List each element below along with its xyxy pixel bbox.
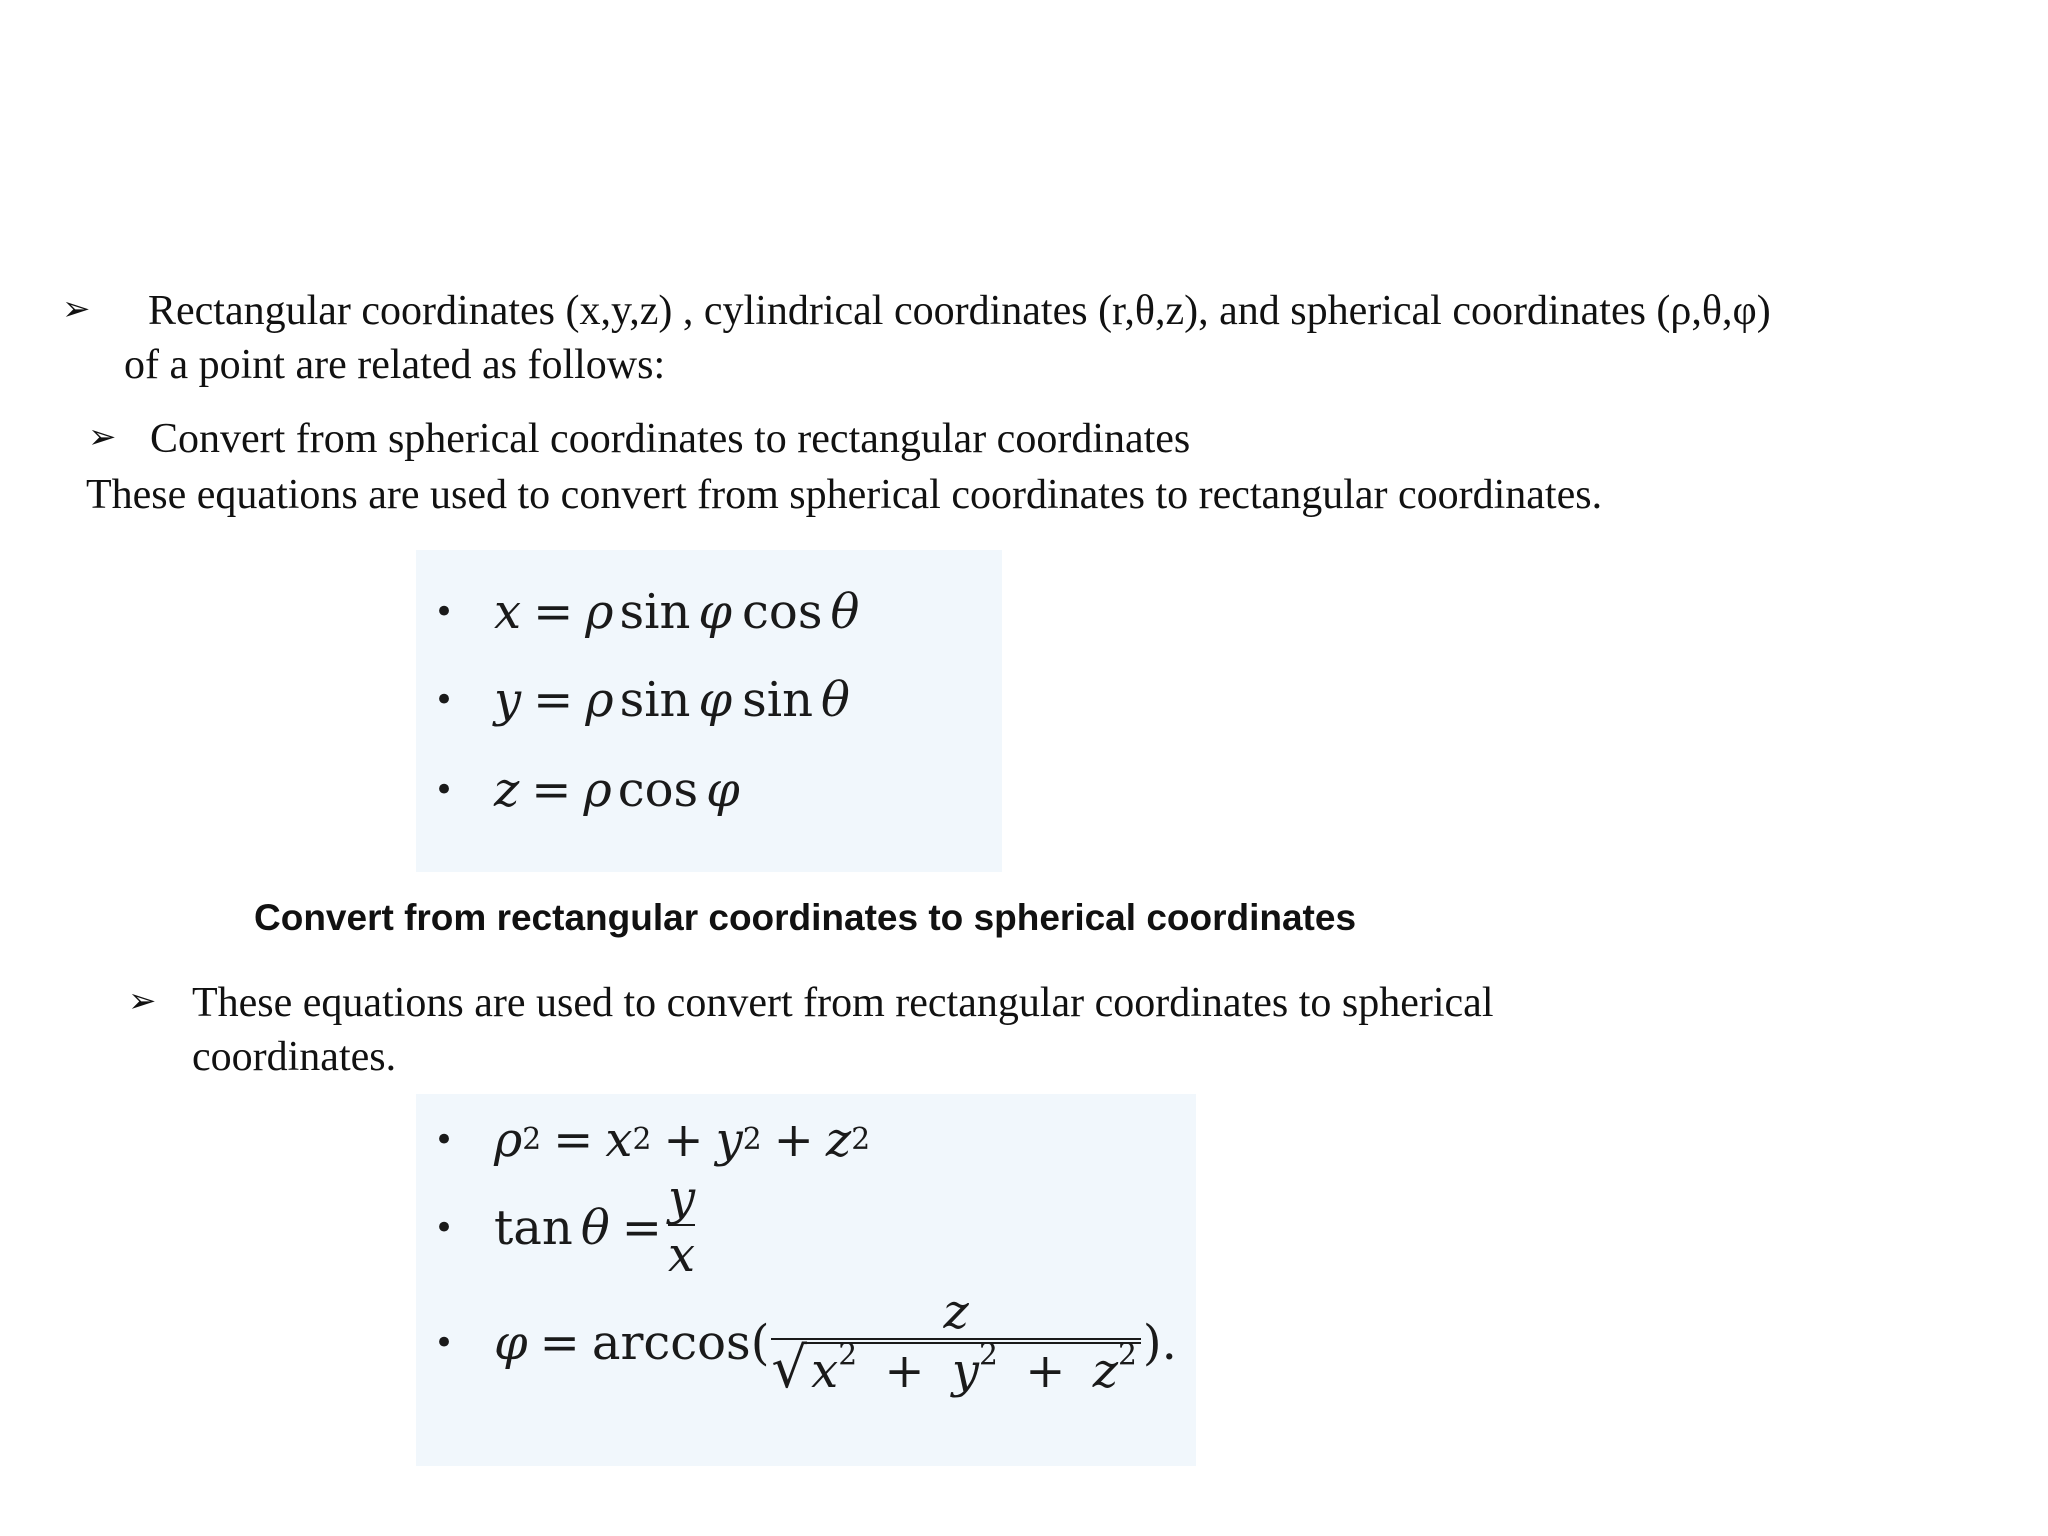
equals-sign: = xyxy=(533,672,574,728)
equation-y xyxy=(434,672,850,728)
bullet-icon: • xyxy=(434,1208,455,1248)
section2-bullet-line-2: coordinates. xyxy=(192,1034,397,1080)
square-root xyxy=(771,1336,1141,1401)
equals-sign: = xyxy=(531,762,572,818)
var-y: y xyxy=(951,1343,979,1399)
sqrt-icon: √ xyxy=(771,1336,808,1401)
fraction-y-over-x xyxy=(668,1172,695,1284)
equals-sign: = xyxy=(621,1200,662,1256)
bullet-icon: • xyxy=(434,770,455,810)
var-rho: ρ xyxy=(494,1112,523,1168)
equation-tan-theta xyxy=(434,1172,701,1284)
fraction-z-over-sqrt xyxy=(771,1286,1141,1400)
fn-cos: cos xyxy=(617,762,699,818)
var-x: x xyxy=(811,1343,839,1399)
equation-rho-squared: • ρ 2 = x 2 + y 2 + z 2 xyxy=(434,1112,871,1168)
var-rho: ρ xyxy=(585,672,614,728)
equals-sign: = xyxy=(539,1315,580,1371)
var-y: y xyxy=(494,672,522,728)
bullet-icon: • xyxy=(434,680,455,720)
var-x: x xyxy=(605,1112,633,1168)
plus-sign: + xyxy=(884,1343,925,1399)
var-phi: φ xyxy=(494,1315,528,1371)
sqrt-radicand xyxy=(807,1337,1141,1399)
closing-paren: ). xyxy=(1142,1315,1177,1371)
section2-bullet-line-1: These equations are used to convert from rectangular coordinates to spherical xyxy=(192,980,1494,1026)
numerator: y xyxy=(667,1170,696,1226)
equation-box-rectangular-to-spherical xyxy=(416,1094,1196,1466)
fn-arccos: arccos( xyxy=(591,1315,770,1371)
var-phi: φ xyxy=(698,584,733,640)
equals-sign: = xyxy=(553,1112,594,1168)
var-y: y xyxy=(715,1112,743,1168)
arrow-bullet-icon: ➢ xyxy=(62,289,91,329)
fn-sin: sin xyxy=(619,584,691,640)
intro-line-1: Rectangular coordinates (x,y,z) , cylindrical coordinates (r,θ,z), and spherical coordinates (ρ,θ,φ) xyxy=(148,288,1771,334)
denominator xyxy=(771,1336,1141,1401)
var-z: z xyxy=(494,762,520,818)
section1-bullet-text: Convert from spherical coordinates to rectangular coordinates xyxy=(150,416,1191,462)
equation-phi xyxy=(434,1286,1177,1400)
var-phi: φ xyxy=(698,672,733,728)
numerator: z xyxy=(943,1284,969,1340)
var-x: x xyxy=(494,584,522,640)
var-rho: ρ xyxy=(585,584,614,640)
fn-sin: sin xyxy=(742,672,813,728)
plus-sign: + xyxy=(1025,1343,1066,1399)
fn-sin: sin xyxy=(619,672,691,728)
var-theta: θ xyxy=(820,672,850,728)
equation-z xyxy=(434,762,740,818)
arrow-bullet-icon: ➢ xyxy=(88,417,117,457)
plus-sign: + xyxy=(663,1112,704,1168)
intro-line-2: of a point are related as follows: xyxy=(124,342,666,388)
var-phi: φ xyxy=(706,762,740,818)
exponent: 2 xyxy=(1117,1337,1137,1373)
fn-tan: tan xyxy=(494,1200,573,1256)
bullet-icon: • xyxy=(434,1323,455,1363)
section1-description: These equations are used to convert from spherical coordinates to rectangular coordinates. xyxy=(86,472,1603,518)
exponent: 2 xyxy=(838,1337,858,1373)
bullet-icon: • xyxy=(434,592,455,632)
equation-box-spherical-to-rectangular xyxy=(416,550,1002,872)
exponent: 2 xyxy=(979,1337,998,1373)
var-theta: θ xyxy=(830,584,860,640)
var-z: z xyxy=(825,1112,852,1168)
fn-cos: cos xyxy=(742,584,823,640)
plus-sign: + xyxy=(773,1112,814,1168)
var-rho: ρ xyxy=(583,762,612,818)
denominator: x xyxy=(667,1227,696,1283)
section2-heading: Convert from rectangular coordinates to spherical coordinates xyxy=(254,897,1357,938)
var-theta: θ xyxy=(580,1200,610,1256)
bullet-icon: • xyxy=(434,1120,455,1160)
var-z: z xyxy=(1092,1343,1118,1399)
equation-x xyxy=(434,584,859,640)
arrow-bullet-icon: ➢ xyxy=(128,981,157,1021)
equals-sign: = xyxy=(533,584,574,640)
